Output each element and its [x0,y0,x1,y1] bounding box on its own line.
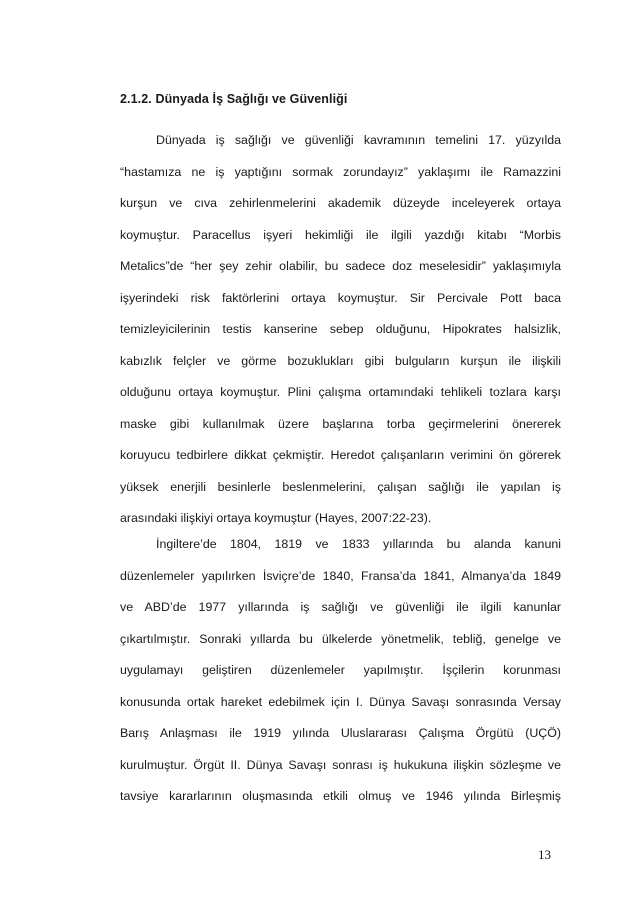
text-line: olduğunu ortaya koymuştur. Plini çalışma ortamındaki tehlikeli tozlara karşı [120,385,561,399]
page-number: 13 [538,847,551,862]
text-line: koymuştur. Paracellus işyeri hekimliği ile ilgili yazdığı kitabı “Morbis [120,227,561,242]
text-line: maske gibi kullanılmak üzere başlarına torba geçirmelerini önererek [120,416,561,431]
text-line: koruyucu tedbirlere dikkat çekmiştir. Heredot çalışanların verimini ön görerek [120,448,561,462]
text-line: tavsiye kararlarının oluşmasında etkili olmuş ve 1946 yılında Birleşmiş [120,789,561,803]
text-line: “hastamıza ne iş yaptığını sormak zorundayız” yaklaşımı ile Ramazzini [120,164,561,179]
paragraph-2 [120,529,561,813]
text-line: kurşun ve cıva zehirlenmelerini akademik düzeyde inceleyerek ortaya [120,196,561,210]
text-line: kabızlık felçler ve görme bozuklukları gibi bulguların kurşun ile ilişkili [120,353,561,368]
text-line: temizleyicilerinin testis kanserine sebep olduğunu, Hipokrates halsizlik, [120,322,561,336]
text-line: İngiltere’de 1804, 1819 ve 1833 yıllarında bu alanda kanuni [156,537,561,551]
text-line: yüksek enerjili besinlerle beslenmelerini, çalışan sağlığı ile yapılan iş [120,479,561,494]
text-line: Barış Anlaşması ile 1919 yılında Uluslararası Çalışma Örgütü (UÇÖ) [120,726,561,740]
text-line: çıkartılmıştır. Sonraki yıllarda bu ülkelerde yönetmelik, tebliğ, genelge ve [120,631,561,646]
text-line: ve ABD’de 1977 yıllarında iş sağlığı ve güvenliği ile ilgili kanunlar [120,600,561,614]
text-line: Metalics”de “her şey zehir olabilir, bu sadece doz meselesidir” yaklaşımıyla [120,259,561,273]
paragraph-1 [120,125,561,535]
text-line: arasındaki ilişkiyi ortaya koymuştur (Hayes, 2007:22-23). [120,511,432,525]
section-heading: 2.1.2. Dünyada İş Sağlığı ve Güvenliği [120,92,348,106]
text-line: işyerindeki risk faktörlerini ortaya koymuştur. Sir Percivale Pott baca [120,290,561,305]
text-line: düzenlemeler yapılırken İsviçre’de 1840, Fransa’da 1841, Almanya’da 1849 [120,568,561,583]
text-line: kurulmuştur. Örgüt II. Dünya Savaşı sonrası iş hukukuna ilişkin sözleşme ve [120,757,561,772]
text-line: uygulamayı geliştiren düzenlemeler yapılmıştır. İşçilerin korunması [120,663,561,677]
text-line: Dünyada iş sağlığı ve güvenliği kavramının temelini 17. yüzyılda [156,133,561,147]
text-line: konusunda ortak hareket edebilmek için I. Dünya Savaşı sonrasında Versay [120,694,561,709]
